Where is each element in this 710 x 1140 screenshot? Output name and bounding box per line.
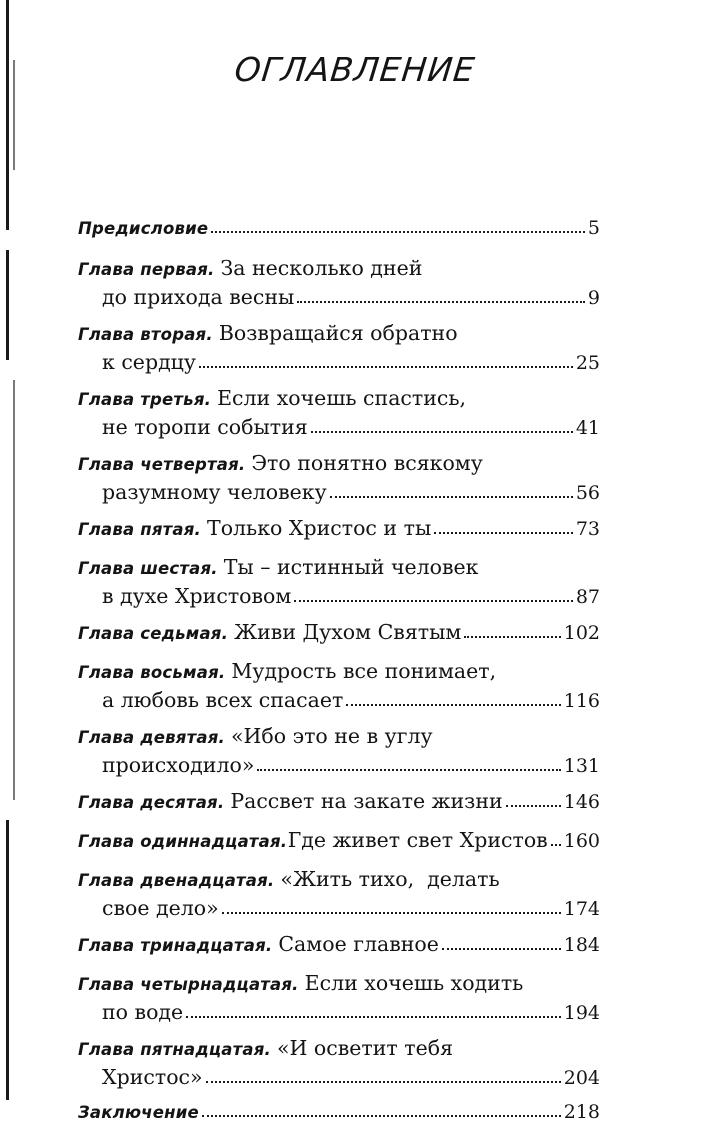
dot-leader xyxy=(222,912,561,914)
toc-entry-label: Глава пятая. xyxy=(78,520,202,539)
dot-leader xyxy=(202,1115,561,1117)
toc-entry-title: За несколько дней xyxy=(220,256,423,280)
toc-page-number: 5 xyxy=(587,217,600,239)
book-binding-edge xyxy=(0,0,30,1100)
dot-leader xyxy=(464,636,560,638)
dot-leader xyxy=(551,844,561,846)
dot-leader xyxy=(330,496,573,498)
toc-entry-title-continued: происходило» xyxy=(102,753,255,777)
toc-entry-title-continued: не торопи события xyxy=(102,415,308,439)
toc-entry xyxy=(78,386,600,444)
toc-entry-label: Предисловие xyxy=(78,219,209,238)
toc-entry-label: Глава восьмая. xyxy=(78,663,226,682)
toc-entry xyxy=(78,451,600,509)
toc-entry-label: Глава четвертая. xyxy=(78,455,246,474)
toc-entry-title: Рассвет на закате жизни xyxy=(230,789,503,813)
toc-page-number: 204 xyxy=(563,1067,600,1089)
toc-entry xyxy=(78,659,600,717)
dot-leader xyxy=(442,948,561,950)
toc-entry-title: «И осветит тебя xyxy=(277,1036,454,1060)
dot-leader xyxy=(206,1081,561,1083)
dot-leader xyxy=(434,532,573,534)
dot-leader xyxy=(311,431,573,433)
toc-entry xyxy=(78,867,600,925)
toc-entry-title-continued: свое дело» xyxy=(102,896,219,920)
toc-entry xyxy=(78,620,600,649)
toc-entry-title: Самое главное xyxy=(278,932,439,956)
toc-entry xyxy=(78,1101,600,1130)
dot-leader xyxy=(186,1016,561,1018)
toc-entry-label: Глава двенадцатая. xyxy=(78,871,275,890)
toc-entry-title-continued: до прихода весны xyxy=(102,285,295,309)
toc-entry xyxy=(78,256,600,314)
toc-page-number: 131 xyxy=(563,755,600,777)
toc-page-number: 73 xyxy=(575,518,600,540)
toc-entry-title: Это понятно всякому xyxy=(251,451,483,475)
toc-entry xyxy=(78,828,600,857)
toc-entry-title-continued: разумному человеку xyxy=(102,480,327,504)
toc-entry xyxy=(78,789,600,818)
toc-entry xyxy=(78,724,600,782)
dot-leader xyxy=(346,704,560,706)
toc-entry-label: Глава седьмая. xyxy=(78,624,229,643)
toc-entry-title: Только Христос и ты xyxy=(207,516,432,540)
toc-page-number: 87 xyxy=(575,586,600,608)
toc-entry-title: Где живет свет Христов xyxy=(287,828,548,852)
toc-entry-label: Глава девятая. xyxy=(78,728,225,747)
toc-page-number: 56 xyxy=(575,482,600,504)
toc-page-number: 160 xyxy=(563,830,600,852)
toc-entry xyxy=(78,217,600,246)
toc-entry xyxy=(78,516,600,545)
toc-page-number: 194 xyxy=(563,1002,600,1024)
toc-entry-title: «Жить тихо, делать xyxy=(280,867,500,891)
dot-leader xyxy=(297,301,585,303)
toc-page-number: 102 xyxy=(563,622,600,644)
toc-page-number: 25 xyxy=(575,352,600,374)
toc-entry-label: Глава вторая. xyxy=(78,325,213,344)
dot-leader xyxy=(506,805,561,807)
dot-leader xyxy=(257,769,560,771)
toc-entry-title-continued: по воде xyxy=(102,1000,184,1024)
toc-entry-title: Ты – истинный человек xyxy=(223,555,479,579)
dot-leader xyxy=(199,366,573,368)
toc-entry-title: Если хочешь спастись, xyxy=(217,386,467,410)
toc-page-number: 9 xyxy=(587,287,600,309)
toc-entry-title-continued: к сердцу xyxy=(102,350,196,374)
toc-entry-title: Если хочешь ходить xyxy=(304,971,524,995)
dot-leader xyxy=(211,231,585,233)
toc-entry-title-continued: а любовь всех спасает xyxy=(102,688,344,712)
toc-entry-label: Заключение xyxy=(78,1103,199,1122)
toc-entry-title: Мудрость все понимает, xyxy=(231,659,497,683)
toc-entry-title: «Ибо это не в углу xyxy=(230,724,433,748)
toc-entry-label: Глава первая. xyxy=(78,260,215,279)
page-title: ОГЛАВЛЕНИЕ xyxy=(232,50,478,89)
toc-entry-title: Живи Духом Святым xyxy=(234,620,462,644)
toc-entry xyxy=(78,555,600,613)
toc-page-number: 174 xyxy=(563,898,600,920)
toc-page-number: 146 xyxy=(563,791,600,813)
toc-entry-title-continued: Христос» xyxy=(102,1065,203,1089)
toc-entry-label: Глава шестая. xyxy=(78,559,218,578)
toc-entry-label: Глава пятнадцатая. xyxy=(78,1040,271,1059)
toc-page-number: 116 xyxy=(563,690,600,712)
toc-entry xyxy=(78,321,600,379)
toc-entry-label: Глава четырнадцатая. xyxy=(78,975,299,994)
toc-page-number: 218 xyxy=(563,1101,600,1123)
toc-entry-label: Глава тринадцатая. xyxy=(78,936,273,955)
toc-entry-label: Глава одиннадцатая. xyxy=(78,832,288,851)
toc-page-number: 184 xyxy=(563,934,600,956)
toc-entry xyxy=(78,932,600,961)
toc-entry-label: Глава третья. xyxy=(78,390,212,409)
toc-entry xyxy=(78,971,600,1029)
table-of-contents xyxy=(78,217,600,1140)
toc-entry xyxy=(78,1036,600,1094)
toc-entry-title: Возвращайся обратно xyxy=(218,321,458,345)
toc-entry-title-continued: в духе Христовом xyxy=(102,584,292,608)
toc-entry-label: Глава десятая. xyxy=(78,793,225,812)
toc-page-number: 41 xyxy=(575,417,600,439)
dot-leader xyxy=(294,600,572,602)
